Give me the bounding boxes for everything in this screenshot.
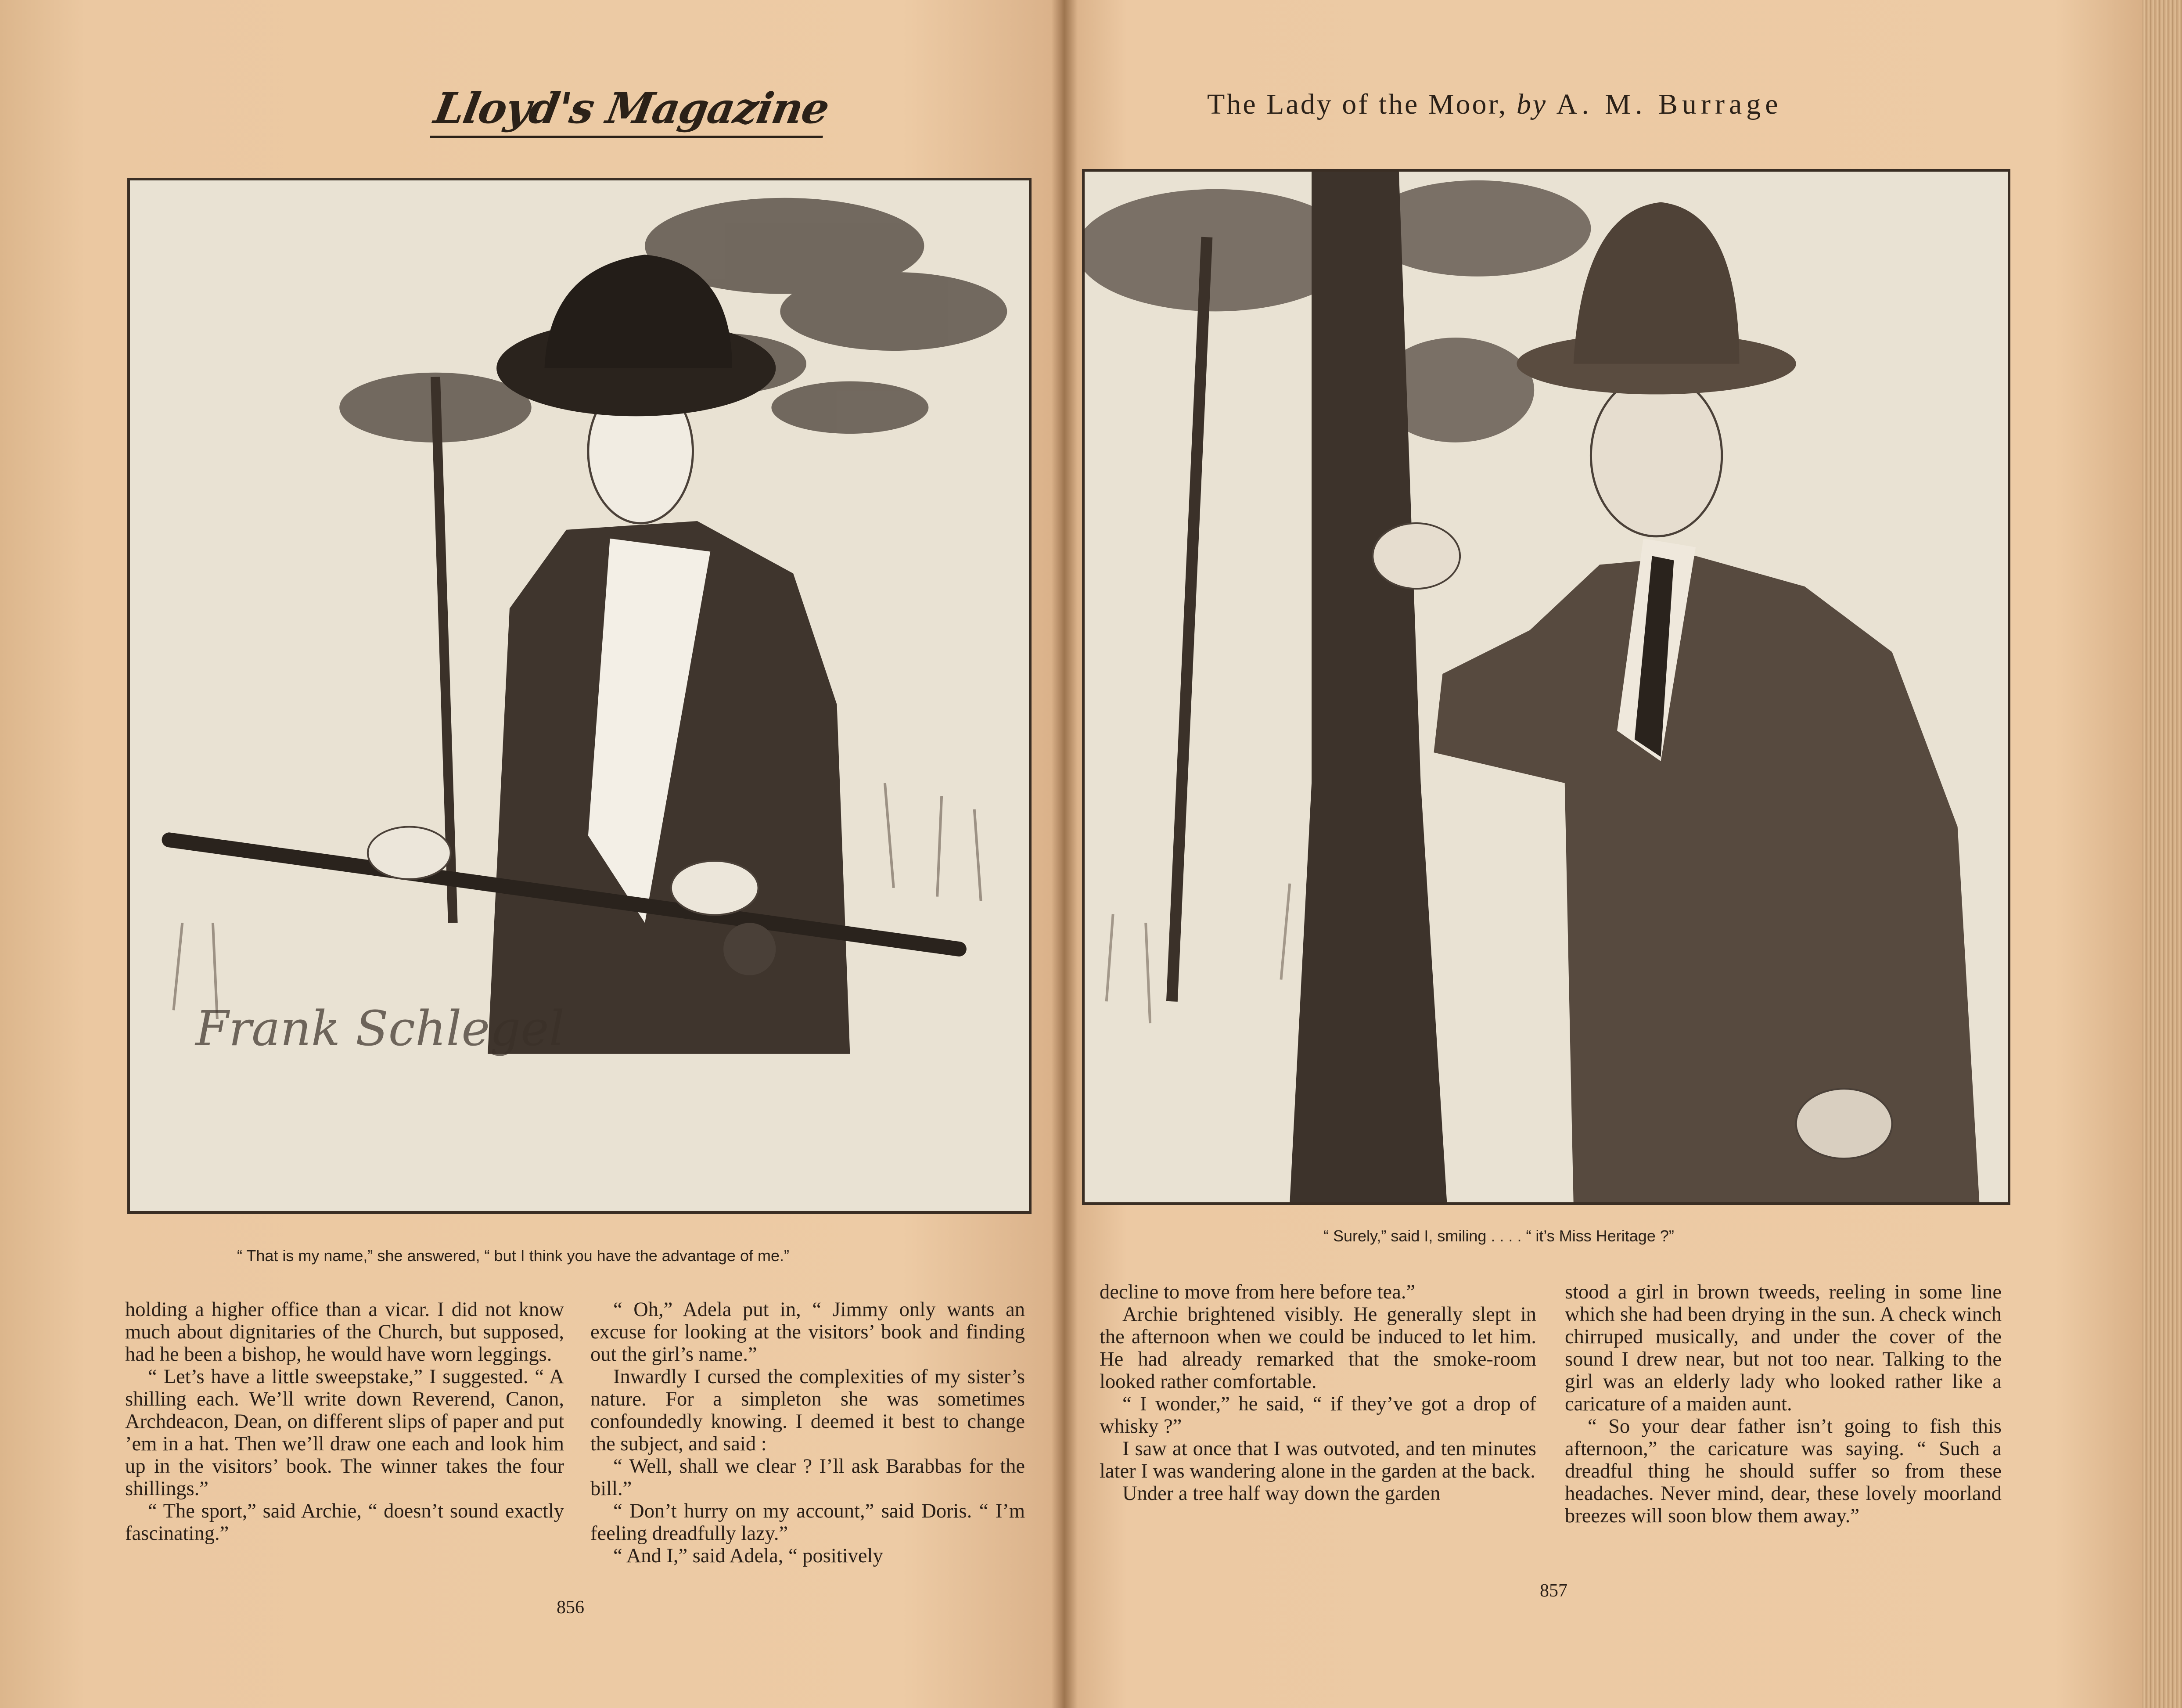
illustration-woman-with-rod [127, 178, 1032, 1214]
paragraph: “ Don’t hurry on my account,” said Doris. “ I’m feeling dreadfully lazy.” [590, 1500, 1025, 1545]
man-drawing [1085, 172, 2008, 1202]
tree-trunk [1290, 172, 1447, 1202]
story-author: A. M. Burrage [1556, 88, 1783, 120]
text-column-2 [590, 1298, 1025, 1567]
magazine-masthead: Lloyd's Magazine [430, 83, 832, 138]
paragraph: “ The sport,” said Archie, “ doesn’t sound exactly fascinating.” [125, 1500, 564, 1545]
paragraph: Inwardly I cursed the complexities of my sister’s nature. For a simpleton she was sometimes confoundedly knowing. I deemed it best to change the subject, and said : [590, 1366, 1025, 1455]
paragraph: I saw at once that I was outvoted, and ten minutes later I was wandering alone in the garden at the back. [1100, 1438, 1536, 1482]
paragraph: holding a higher office than a vicar. I did not know much about dignitaries of the Church, but supposed, had he been a bishop, he would have worn leggings. [125, 1298, 564, 1366]
text-column-4 [1565, 1281, 2002, 1527]
woman-drawing [130, 180, 1029, 1211]
artist-signature: Frank Schlegel [195, 1000, 564, 1057]
running-header [1207, 88, 1783, 121]
paragraph: “ And I,” said Adela, “ positively [613, 1545, 883, 1567]
text-column-3 [1100, 1281, 1536, 1505]
man-hat-in-hand [1796, 1089, 1892, 1158]
woman-hand-right [671, 861, 758, 915]
woman-hand-left [368, 827, 451, 879]
paragraph: “ Well, shall we clear ? I’ll ask Barabbas for the bill.” [590, 1455, 1025, 1500]
paragraph: Archie brightened visibly. He generally slept in the afternoon when we could be induced to let him. He had already remarked that the smoke-room looked rather comfortable. [1100, 1303, 1536, 1393]
paragraph: “ I wonder,” he said, “ if they’ve got a drop of whisky ?” [1100, 1393, 1536, 1438]
page-number-right: 857 [1540, 1581, 1567, 1601]
man-coat [1434, 556, 1979, 1202]
page-edges [2142, 0, 2182, 1708]
story-title: The Lady of the Moor, [1207, 88, 1508, 120]
text-column-1 [125, 1298, 564, 1545]
rod-reel [723, 923, 776, 975]
paragraph: Under a tree half way down the garden [1122, 1482, 1441, 1505]
header-by: by [1516, 88, 1548, 120]
thin-tree [1172, 237, 1207, 1001]
paragraph: “ So your dear father isn’t going to fish this afternoon,” the caricature was saying. “ Such a dreadful thing he should suffer so from these headaches. Never mind, dear, these lovely moorland breezes will soon blow them away.” [1565, 1415, 2002, 1527]
illustration-man-by-tree [1082, 169, 2010, 1205]
left-illustration-caption: “ That is my name,” she answered, “ but I think you have the advantage of me.” [237, 1247, 789, 1265]
man-hat-crown [1574, 202, 1740, 364]
paragraph: stood a girl in brown tweeds, reeling in some line which she had been drying in the sun. A check winch chirruped musically, and under the cover of the sound I drew near, but not too near. Talking to the girl was an elderly lady who looked rather like a caricature of a maiden aunt. [1565, 1281, 2002, 1415]
book-gutter [1051, 0, 1078, 1708]
paragraph: “ Oh,” Adela put in, “ Jimmy only wants an excuse for looking at the visitors’ book and finding out the girl’s name.” [590, 1298, 1025, 1366]
man-face [1591, 375, 1722, 536]
paragraph: decline to move from here before tea.” [1100, 1281, 1416, 1303]
page-number-left: 856 [557, 1597, 584, 1618]
right-illustration-caption: “ Surely,” said I, smiling . . . . “ it’s Miss Heritage ?” [1323, 1227, 1674, 1245]
man-hand [1373, 523, 1460, 589]
paragraph: “ Let’s have a little sweepstake,” I suggested. “ A shilling each. We’ll write down Reverend, Canon, Archdeacon, Dean, on different slips of paper and put ’em in a hat. Then we’ll draw one each and look him up in the visitors’ book. The winner takes the four shillings.” [125, 1366, 564, 1500]
